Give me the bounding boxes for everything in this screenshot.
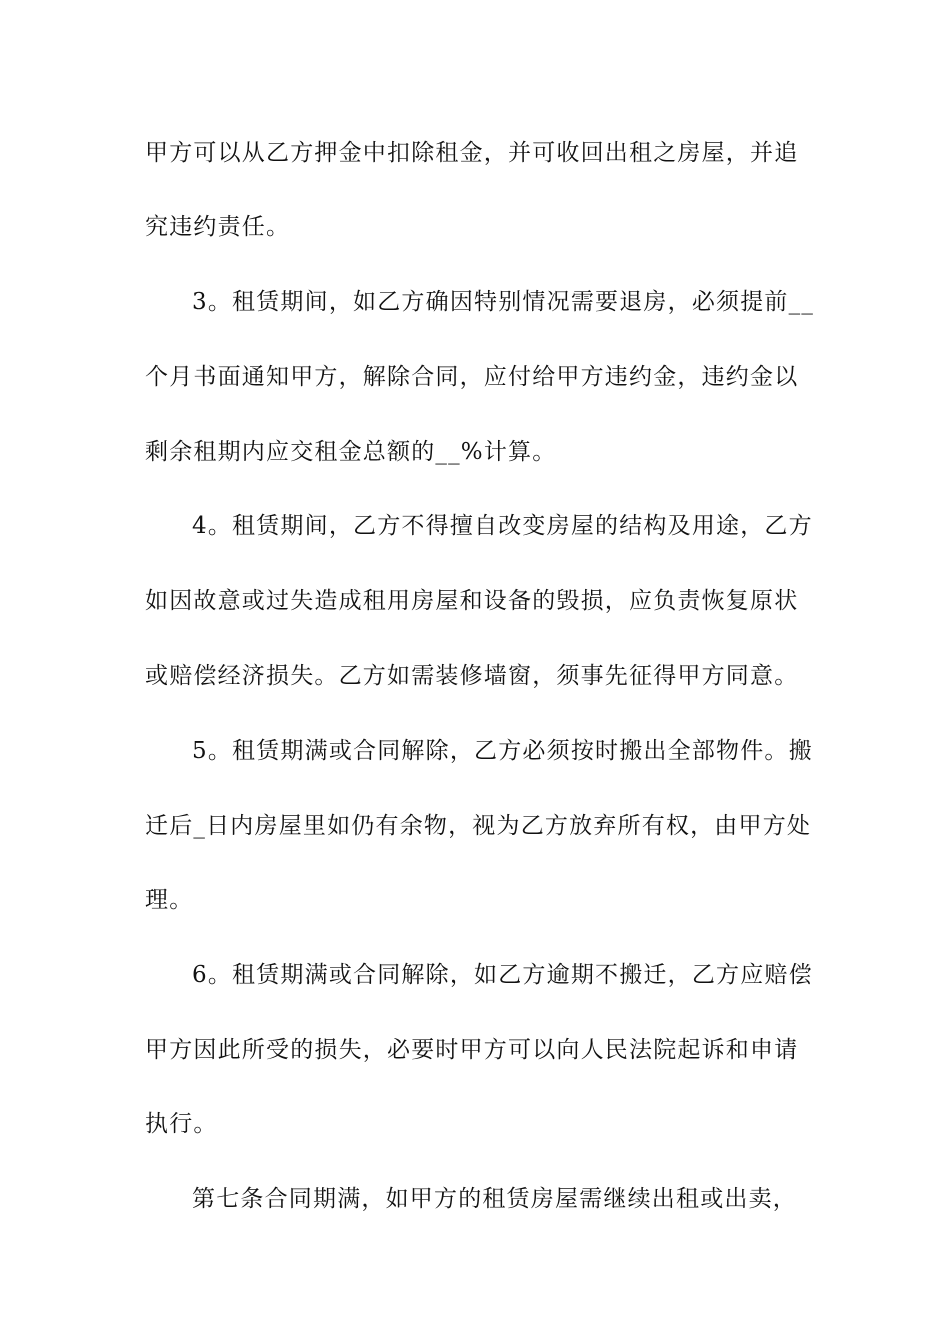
paragraph-line: 个月书面通知甲方，解除合同，应付给甲方违约金，违约金以 [145,364,799,390]
clause-3-line: 3。租赁期间，如乙方确因特别情况需要退房，必须提前__ [192,289,815,315]
paragraph-line: 或赔偿经济损失。乙方如需装修墙窗，须事先征得甲方同意。 [145,663,799,689]
paragraph-line: 迁后_日内房屋里如仍有余物，视为乙方放弃所有权，由甲方处 [145,813,812,839]
clause-5-line: 5。租赁期满或合同解除，乙方必须按时搬出全部物件。搬 [192,738,813,764]
clause-6-line: 6。租赁期满或合同解除，如乙方逾期不搬迁，乙方应赔偿 [192,962,813,988]
paragraph-line: 究违约责任。 [145,214,291,240]
paragraph-line: 甲方因此所受的损失，必要时甲方可以向人民法院起诉和申请 [145,1037,799,1063]
clause-4-line: 4。租赁期间，乙方不得擅自改变房屋的结构及用途，乙方 [192,513,813,539]
paragraph-line: 理。 [145,887,194,913]
paragraph-line: 甲方可以从乙方押金中扣除租金，并可收回出租之房屋，并追 [145,140,799,166]
article-7-line: 第七条合同期满，如甲方的租赁房屋需继续出租或出卖， [192,1186,797,1212]
paragraph-line: 剩余租期内应交租金总额的__%计算。 [145,439,557,465]
paragraph-line: 执行。 [145,1111,218,1137]
paragraph-line: 如因故意或过失造成租用房屋和设备的毁损，应负责恢复原状 [145,588,799,614]
